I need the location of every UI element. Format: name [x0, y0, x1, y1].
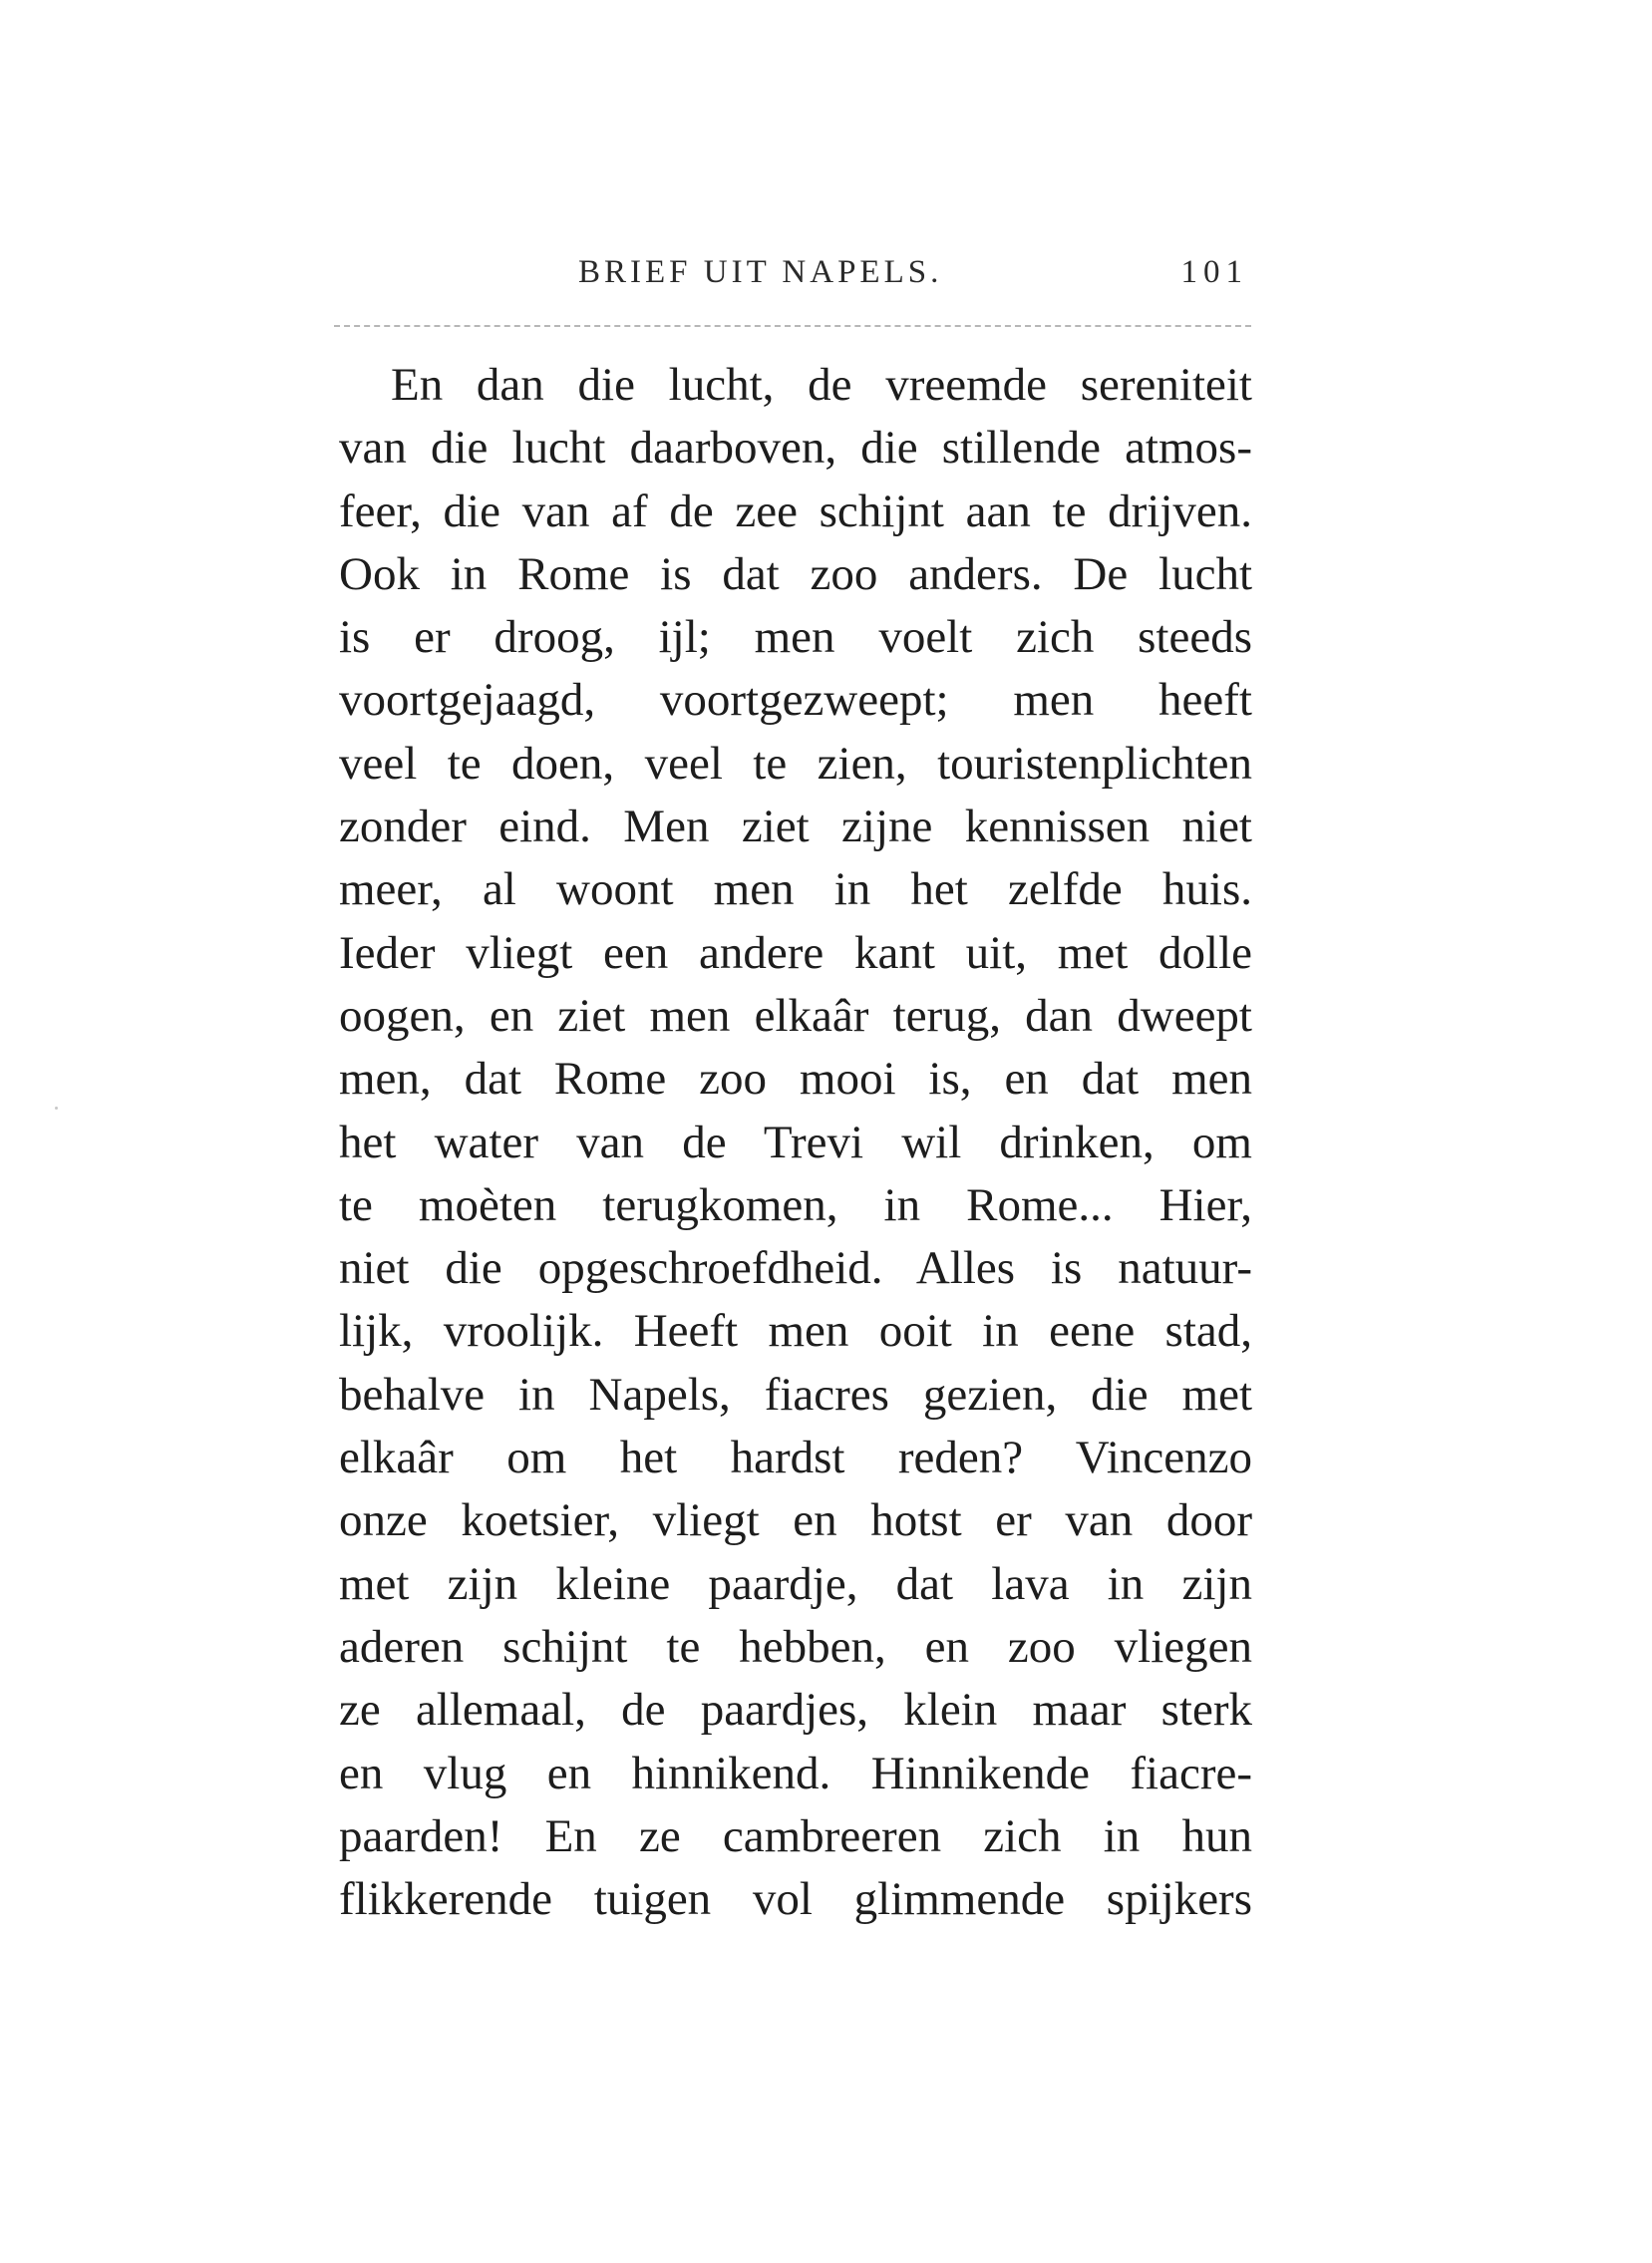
text-line: elkaâr om het hardst reden? Vincenzo [339, 1432, 1252, 1484]
running-head [339, 254, 1256, 304]
text-line: Ieder vliegt een andere kant uit, met dolle [339, 926, 1252, 979]
text-line: ze allemaal, de paardjes, klein maar sterk [339, 1684, 1252, 1737]
text-line: En dan die lucht, de vreemde sereniteit [391, 359, 1252, 411]
text-line: het water van de Trevi wil drinken, om [339, 1116, 1252, 1168]
text-line: flikkerende tuigen vol glimmende spijkers [339, 1873, 1252, 1926]
text-line: zonder eind. Men ziet zijne kennissen niet [339, 801, 1252, 853]
text-line: voortgejaagd, voortgezweept; men heeft [339, 674, 1252, 727]
header-rule [334, 325, 1251, 327]
text-line: lijk, vroolijk. Heeft men ooit in eene stad, [339, 1305, 1252, 1358]
text-line: en vlug en hinnikend. Hinnikende fiacre- [339, 1747, 1252, 1799]
text-line: paarden! En ze cambreeren zich in hun [339, 1809, 1252, 1862]
text-line: Ook in Rome is dat zoo anders. De lucht [339, 547, 1252, 600]
text-line: te moèten terugkomen, in Rome... Hier, [339, 1178, 1252, 1231]
text-line: oogen, en ziet men elkaâr terug, dan dweept [339, 989, 1252, 1042]
text-line: van die lucht daarboven, die stillende atmos- [339, 422, 1252, 475]
text-line: feer, die van af de zee schijnt aan te drijven. [339, 485, 1252, 537]
text-line: veel te doen, veel te zien, touristenplichten [339, 737, 1252, 790]
margin-speck [55, 1107, 58, 1110]
text-line: niet die opgeschroefdheid. Alles is natuur- [339, 1242, 1252, 1295]
body-text [339, 354, 1252, 1931]
text-line: is er droog, ijl; men voelt zich steeds [339, 611, 1252, 664]
text-line: men, dat Rome zoo mooi is, en dat men [339, 1053, 1252, 1106]
text-line: aderen schijnt te hebben, en zoo vliegen [339, 1620, 1252, 1673]
running-title: BRIEF UIT NAPELS. [578, 254, 943, 290]
text-line: behalve in Napels, fiacres gezien, die met [339, 1368, 1252, 1421]
text-line: onze koetsier, vliegt en hotst er van door [339, 1494, 1252, 1547]
text-line: met zijn kleine paardje, dat lava in zijn [339, 1557, 1252, 1610]
page-number: 101 [1180, 254, 1248, 290]
text-line: meer, al woont men in het zelfde huis. [339, 863, 1252, 916]
